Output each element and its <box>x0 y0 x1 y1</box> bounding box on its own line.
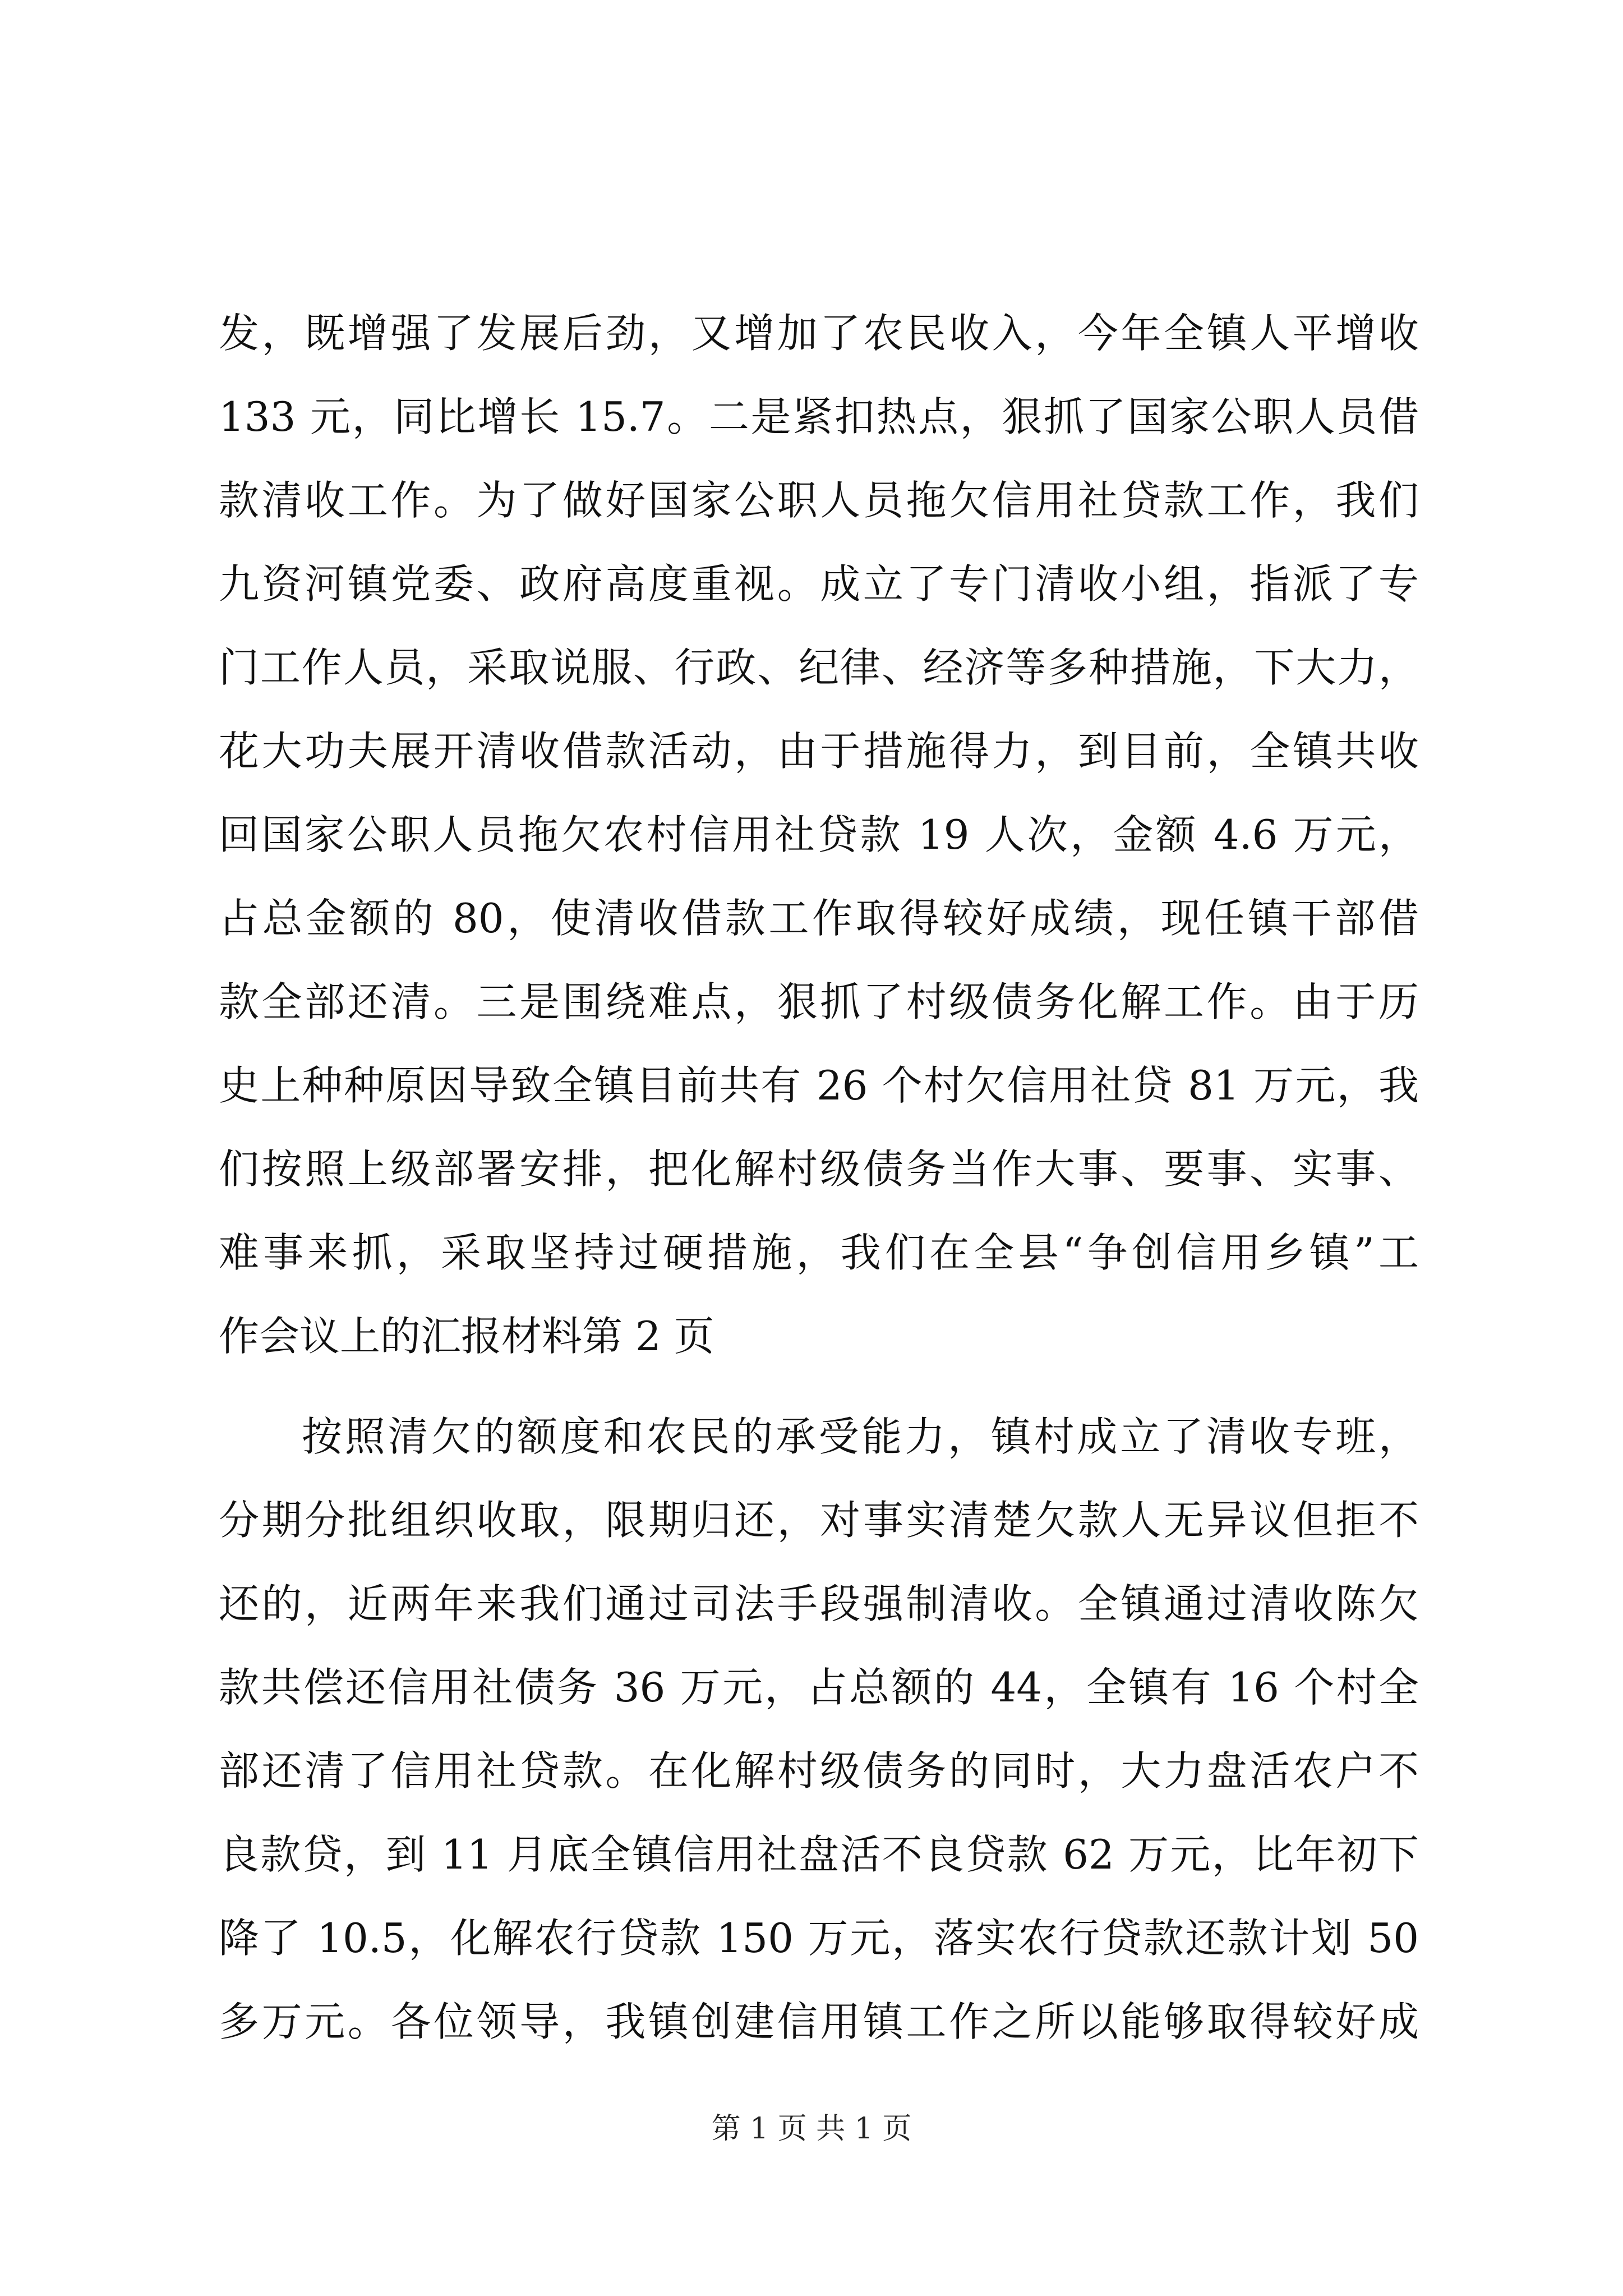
text-line: 史上种种原因导致全镇目前共有 26 个村欠信用社贷 81 万元，我 <box>219 1062 1419 1109</box>
text-line: 门工作人员，采取说服、行政、纪律、经济等多种措施，下大力， <box>219 644 1419 691</box>
text-line: 133 元，同比增长 15.7。二是紧扣热点，狠抓了国家公职人员借 <box>219 393 1419 440</box>
paragraph <box>219 292 1419 1378</box>
text-line: 作会议上的汇报材料第 2 页 <box>219 1313 714 1360</box>
text-line: 九资河镇党委、政府高度重视。成立了专门清收小组，指派了专 <box>219 560 1419 608</box>
text-line: 回国家公职人员拖欠农村信用社贷款 19 人次，金额 4.6 万元， <box>219 811 1419 858</box>
text-line: 部还清了信用社贷款。在化解村级债务的同时，大力盘活农户不 <box>219 1747 1419 1795</box>
text-line: 款清收工作。为了做好国家公职人员拖欠信用社贷款工作，我们 <box>219 477 1419 524</box>
page-footer: 第 1 页 共 1 页 <box>711 2112 912 2146</box>
text-line: 花大功夫展开清收借款活动，由于措施得力，到目前，全镇共收 <box>219 728 1419 775</box>
text-line: 按照清欠的额度和农民的承受能力，镇村成立了清收专班， <box>302 1413 1419 1460</box>
text-line: 发，既增强了发展后劲，又增加了农民收入，今年全镇人平增收 <box>219 310 1419 357</box>
paragraph-spacer <box>219 1378 1419 1395</box>
document-body <box>219 292 1419 2064</box>
text-line: 款共偿还信用社债务 36 万元，占总额的 44，全镇有 16 个村全 <box>219 1664 1419 1711</box>
text-line: 分期分批组织收取，限期归还，对事实清楚欠款人无异议但拒不 <box>219 1497 1419 1544</box>
text-line: 良款贷，到 11 月底全镇信用社盘活不良贷款 62 万元，比年初下 <box>219 1831 1419 1878</box>
text-line: 降了 10.5，化解农行贷款 150 万元，落实农行贷款还款计划 50 <box>219 1915 1419 1962</box>
text-line: 难事来抓，采取坚持过硬措施，我们在全县“争创信用乡镇”工 <box>219 1229 1419 1276</box>
paragraph <box>219 1395 1419 2064</box>
text-line: 款全部还清。三是围绕难点，狠抓了村级债务化解工作。由于历 <box>219 978 1419 1025</box>
text-line: 们按照上级部署安排，把化解村级债务当作大事、要事、实事、 <box>219 1145 1419 1193</box>
text-line: 多万元。各位领导，我镇创建信用镇工作之所以能够取得较好成 <box>219 1998 1419 2045</box>
text-line: 还的，近两年来我们通过司法手段强制清收。全镇通过清收陈欠 <box>219 1580 1419 1627</box>
text-line: 占总金额的 80，使清收借款工作取得较好成绩，现任镇干部借 <box>219 895 1419 942</box>
